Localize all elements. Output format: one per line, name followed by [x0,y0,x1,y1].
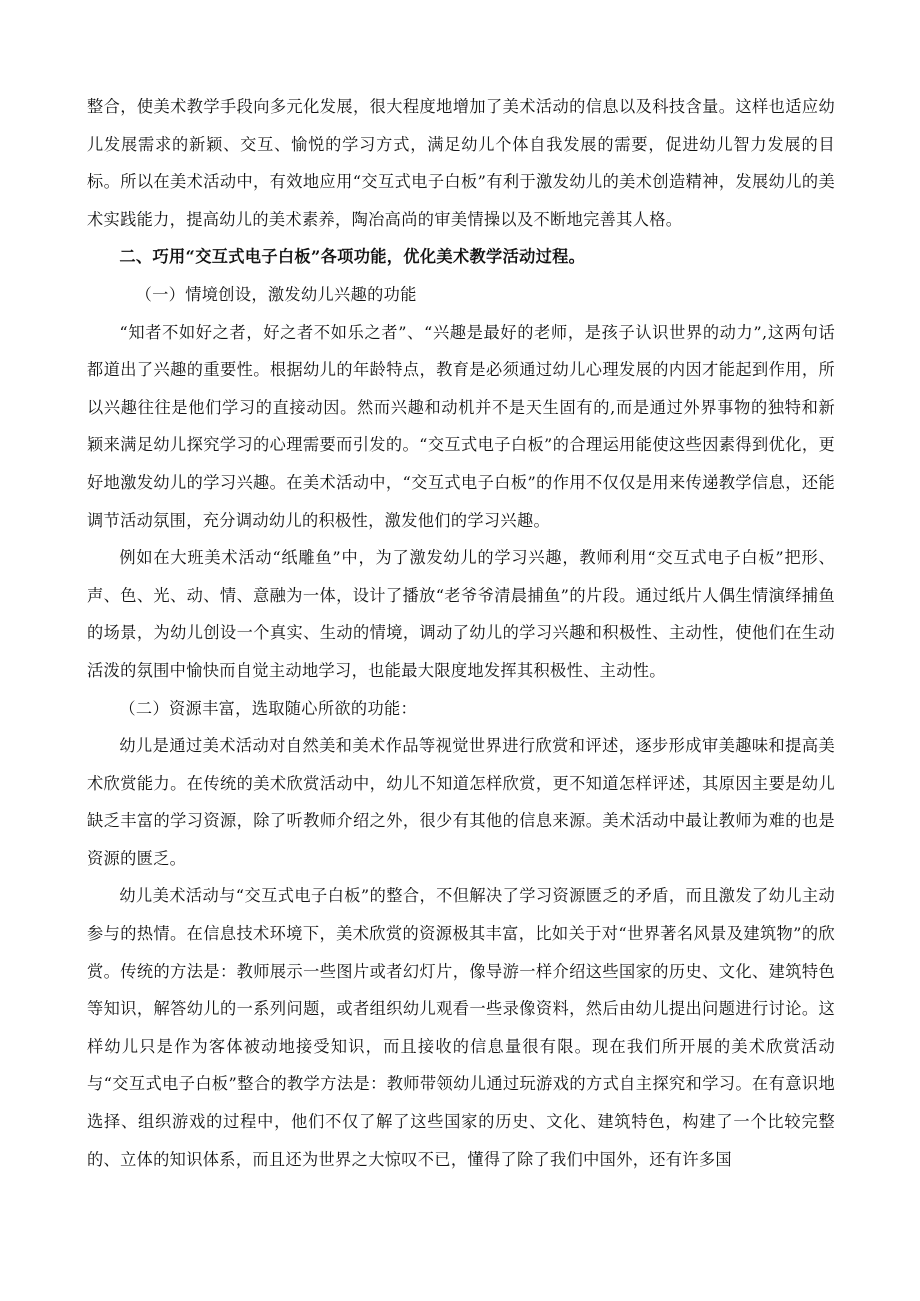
body-paragraph: 整合，使美术教学手段向多元化发展，很大程度地增加了美术活动的信息以及科技含量。这样也适应幼儿发展需求的新颖、交互、愉悦的学习方式，满足幼儿个体自我发展的需要，促进幼儿智力发展的目标。所以在美术活动中，有效地应用“交互式电子白板”有利于激发幼儿的美术创造精神，发展幼儿的美术实践能力，提高幼儿的美术素养，陶冶高尚的审美情操以及不断地完善其人格。 [87,97,835,229]
body-paragraph: 幼儿是通过美术活动对自然美和美术作品等视觉世界进行欣赏和评述，逐步形成审美趣味和提高美术欣赏能力。在传统的美术欣赏活动中，幼儿不知道怎样欣赏，更不知道怎样评述，其原因主要是幼儿缺乏丰富的学习资源，除了听教师介绍之外，很少有其他的信息来源。美术活动中最让教师为难的也是资源的匮乏。 [87,736,835,868]
subsection-heading: （一）情境创设，激发幼儿兴趣的功能 [135,284,417,304]
body-paragraph: “知者不如好之者，好之者不如乐之者”、“兴趣是最好的老师，是孩子认识世界的动力”,这两句话都道出了兴趣的重要性。根据幼儿的年龄特点，教育是必须通过幼儿心理发展的内因才能起到作用，所以兴趣往往是他们学习的直接动因。然而兴趣和动机并不是天生固有的,而是通过外界事物的独特和新颖来满足幼儿探究学习的心理需要而引发的。“交互式电子白板”的合理运用能使这些因素得到优化，更好地激发幼儿的学习兴趣。在美术活动中，“交互式电子白板”的作用不仅仅是用来传递教学信息，还能调节活动氛围，充分调动幼儿的积极性，激发他们的学习兴趣。 [87,322,835,530]
section-heading: 二、巧用“交互式电子白板”各项功能，优化美术教学活动过程。 [119,247,586,267]
body-paragraph: 幼儿美术活动与“交互式电子白板”的整合，不但解决了学习资源匮乏的矛盾，而且激发了幼儿主动参与的热情。在信息技术环境下，美术欣赏的资源极其丰富，比如关于对“世界著名风景及建筑物”的欣赏。传统的方法是：教师展示一些图片或者幻灯片，像导游一样介绍这些国家的历史、文化、建筑特色等知识，解答幼儿的一系列问题，或者组织幼儿观看一些录像资料，然后由幼儿提出问题进行讨论。这样幼儿只是作为客体被动地接受知识，而且接收的信息量很有限。现在我们所开展的美术欣赏活动与“交互式电子白板”整合的教学方法是：教师带领幼儿通过玩游戏的方式自主探究和学习。在有意识地选择、组织游戏的过程中，他们不仅了解了这些国家的历史、文化、建筑特色，构建了一个比较完整的、立体的知识体系，而且还为世界之大惊叹不已，懂得了除了我们中国外，还有许多国 [87,886,835,1169]
subsection-heading: （二）资源丰富，选取随心所欲的功能： [119,698,418,718]
document-page [87,88,835,1178]
body-paragraph: 例如在大班美术活动“纸雕鱼”中，为了激发幼儿的学习兴趣，教师利用“交互式电子白板”把形、声、色、光、动、情、意融为一体，设计了播放“老爷爷清晨捕鱼”的片段。通过纸片人偶生情演绎捕鱼的场景，为幼儿创设一个真实、生动的情境，调动了幼儿的学习兴趣和积极性、主动性，使他们在生动活泼的氛围中愉快而自觉主动地学习，也能最大限度地发挥其积极性、主动性。 [87,548,835,680]
